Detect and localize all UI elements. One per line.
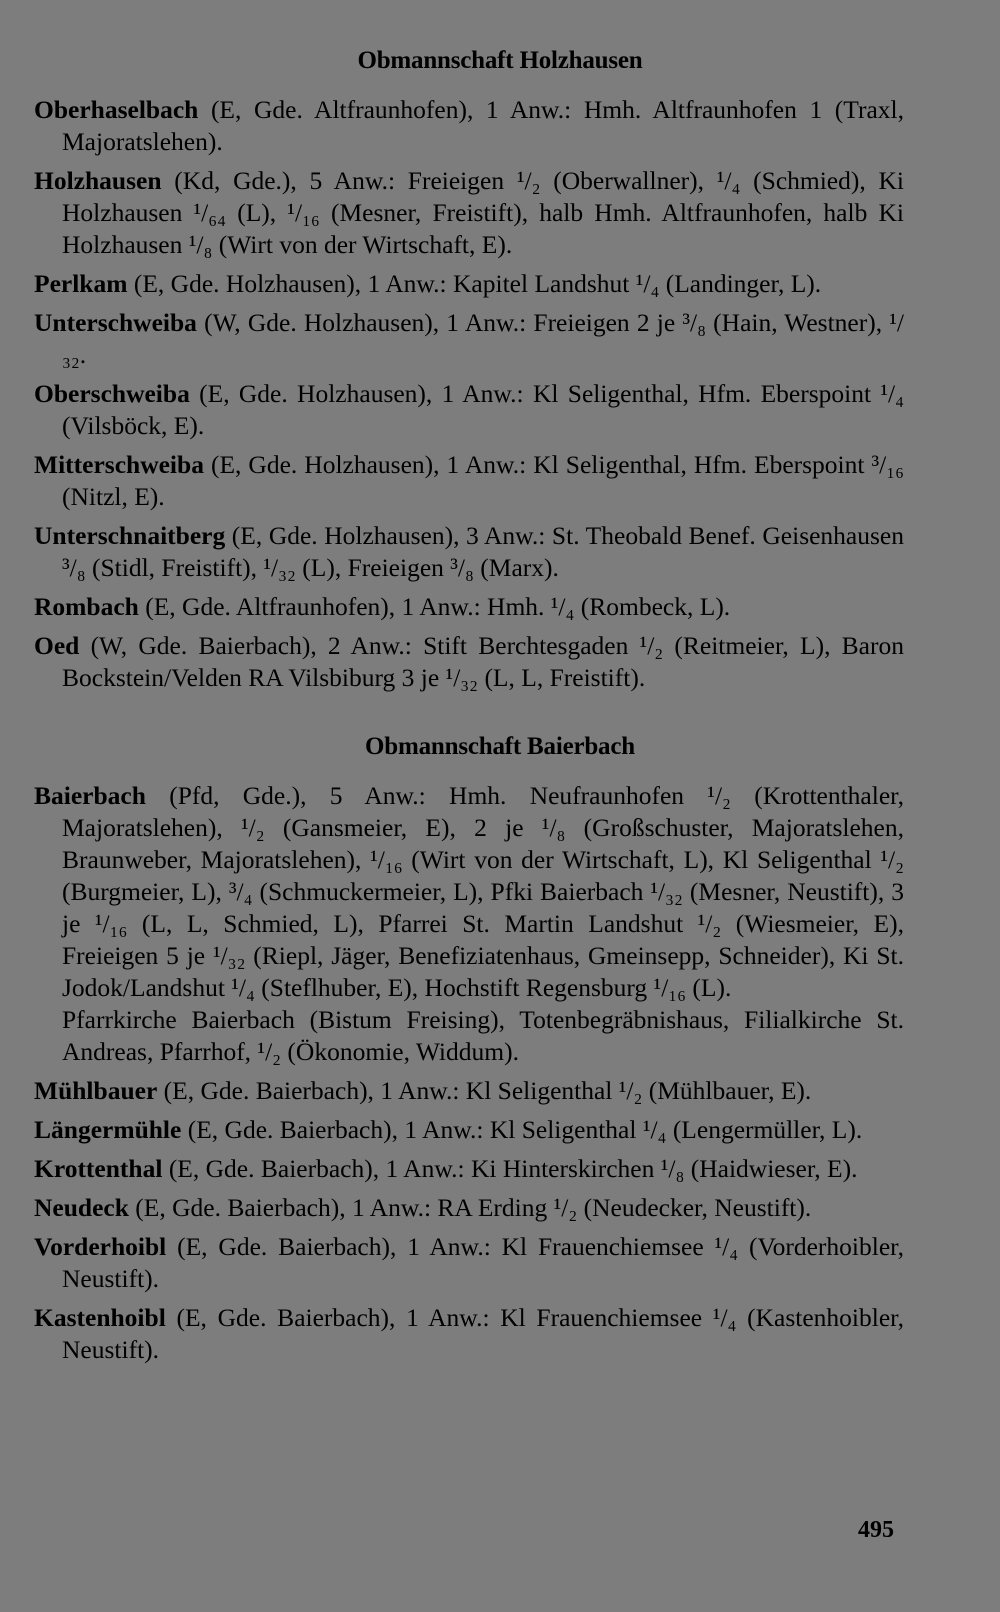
entry-vorderhoibl bbox=[34, 1231, 904, 1295]
entry-krottenthal bbox=[34, 1153, 904, 1185]
entry-text: (E, Gde. Holzhausen), 1 Anw.: Kapitel Landshut ¹/₄ (Landinger, L). bbox=[127, 269, 822, 298]
entry-name: Oberschweiba bbox=[34, 379, 190, 408]
entry-text: (Pfd, Gde.), 5 Anw.: Hmh. Neufraunhofen ¹/₂ (Krottenthaler, Majoratslehen), ¹/₂ (Gansmeier, E), 2 je ¹/₈ (Großschuster, Majoratslehen, Braunweber, Majoratslehen), ¹/₁₆ (Wirt von der Wirtschaft, L), Kl Seligenthal ¹/₂ (Burgmeier, L), ³/₄ (Schmuckermeier, L), Pfki Baierbach ¹/₃₂ (Mesner, Neustift), 3 je ¹/₁₆ (L, L, Schmied, L), Pfarrei St. Martin Landshut ¹/₂ (Wiesmeier, E), Freieigen 5 je ¹/₃₂ (Riepl, Jäger, Benefiziatenhaus, Gmeinsepp, Schneider), Ki St. Jodok/Landshut ¹/₄ (Steflhuber, E), Hochstift Regensburg ¹/₁₆ (L). bbox=[62, 781, 904, 1002]
entry-unterschweiba bbox=[34, 307, 904, 371]
entry-text: (W, Gde. Holzhausen), 1 Anw.: Freieigen 2 je ³/₈ (Hain, Westner), ¹/₃₂. bbox=[62, 308, 904, 369]
entry-kastenhoibl bbox=[34, 1302, 904, 1366]
entry-text: (E, Gde. Baierbach), 1 Anw.: Kl Seligenthal ¹/₄ (Lengermüller, L). bbox=[181, 1115, 863, 1144]
entry-text: (E, Gde. Holzhausen), 3 Anw.: St. Theobald Benef. Geisenhausen ³/₈ (Stidl, Freistift), ¹/₃₂ (L), Freieigen ³/₈ (Marx). bbox=[62, 521, 904, 582]
entry-name: Vorderhoibl bbox=[34, 1232, 167, 1261]
entry-oed bbox=[34, 630, 904, 694]
entry-text: (E, Gde. Holzhausen), 1 Anw.: Kl Seligenthal, Hfm. Eberspoint ¹/₄ (Vilsböck, E). bbox=[62, 379, 904, 440]
section-heading-baierbach: Obmannschaft Baierbach bbox=[365, 733, 635, 760]
section-heading-holzhausen: Obmannschaft Holzhausen bbox=[357, 47, 643, 74]
entry-text: (E, Gde. Altfraunhofen), 1 Anw.: Hmh. ¹/₄ (Rombeck, L). bbox=[138, 592, 731, 621]
entry-laengermuehle bbox=[34, 1114, 904, 1146]
entry-neudeck bbox=[34, 1192, 904, 1224]
entry-name: Oberhaselbach bbox=[34, 95, 199, 124]
page-number: 495 bbox=[858, 1517, 894, 1543]
entry-text: (E, Gde. Holzhausen), 1 Anw.: Kl Seligenthal, Hfm. Eberspoint ³/₁₆ (Nitzl, E). bbox=[62, 450, 904, 511]
entry-text: (W, Gde. Baierbach), 2 Anw.: Stift Berchtesgaden ¹/₂ (Reitmeier, L), Baron Bockstein/Velden RA Vilsbiburg 3 je ¹/₃₂ (L, L, Freistift). bbox=[62, 631, 904, 692]
entry-mitterschweiba bbox=[34, 449, 904, 513]
entry-list-holzhausen bbox=[34, 94, 904, 701]
entry-name: Holzhausen bbox=[34, 166, 162, 195]
entry-rombach bbox=[34, 591, 904, 623]
entry-muehlbauer bbox=[34, 1075, 904, 1107]
entry-name: Baierbach bbox=[34, 781, 146, 810]
entry-name: Kastenhoibl bbox=[34, 1303, 166, 1332]
entry-oberschweiba bbox=[34, 378, 904, 442]
entry-perlkam bbox=[34, 268, 904, 300]
entry-text: (Kd, Gde.), 5 Anw.: Freieigen ¹/₂ (Oberwallner), ¹/₄ (Schmied), Ki Holzhausen ¹/₆₄ (L), ¹/₁₆ (Mesner, Freistift), halb Hmh. Altfraunhofen, halb Ki Holzhausen ¹/₈ (Wirt von der Wirtschaft, E). bbox=[62, 166, 904, 259]
entry-text: (E, Gde. Altfraunhofen), 1 Anw.: Hmh. Altfraunhofen 1 (Traxl, Majoratslehen). bbox=[62, 95, 904, 156]
entry-oberhaselbach bbox=[34, 94, 904, 158]
entry-name: Längermühle bbox=[34, 1115, 182, 1144]
entry-text: (E, Gde. Baierbach), 1 Anw.: RA Erding ¹/₂ (Neudecker, Neustift). bbox=[128, 1193, 812, 1222]
entry-name: Neudeck bbox=[34, 1193, 129, 1222]
entry-name: Rombach bbox=[34, 592, 139, 621]
entry-name: Perlkam bbox=[34, 269, 128, 298]
entry-unterschnaitberg bbox=[34, 520, 904, 584]
entry-name: Krottenthal bbox=[34, 1154, 163, 1183]
entry-list-baierbach bbox=[34, 780, 904, 1373]
entry-text: (E, Gde. Baierbach), 1 Anw.: Kl Seligenthal ¹/₂ (Mühlbauer, E). bbox=[157, 1076, 812, 1105]
entry-text: (E, Gde. Baierbach), 1 Anw.: Kl Frauenchiemsee ¹/₄ (Vorderhoibler, Neustift). bbox=[62, 1232, 904, 1293]
entry-name: Oed bbox=[34, 631, 80, 660]
entry-note: Pfarrkirche Baierbach (Bistum Freising), Totenbegräbnishaus, Filialkirche St. Andreas, Pfarrhof, ¹/₂ (Ökonomie, Widdum). bbox=[62, 1005, 904, 1066]
entry-name: Unterschnaitberg bbox=[34, 521, 226, 550]
entry-name: Unterschweiba bbox=[34, 308, 197, 337]
entry-name: Mitterschweiba bbox=[34, 450, 204, 479]
entry-text: (E, Gde. Baierbach), 1 Anw.: Kl Frauenchiemsee ¹/₄ (Kastenhoibler, Neustift). bbox=[62, 1303, 904, 1364]
entry-baierbach bbox=[34, 780, 904, 1068]
entry-text: (E, Gde. Baierbach), 1 Anw.: Ki Hinterskirchen ¹/₈ (Haidwieser, E). bbox=[162, 1154, 858, 1183]
entry-holzhausen bbox=[34, 165, 904, 261]
entry-name: Mühlbauer bbox=[34, 1076, 158, 1105]
